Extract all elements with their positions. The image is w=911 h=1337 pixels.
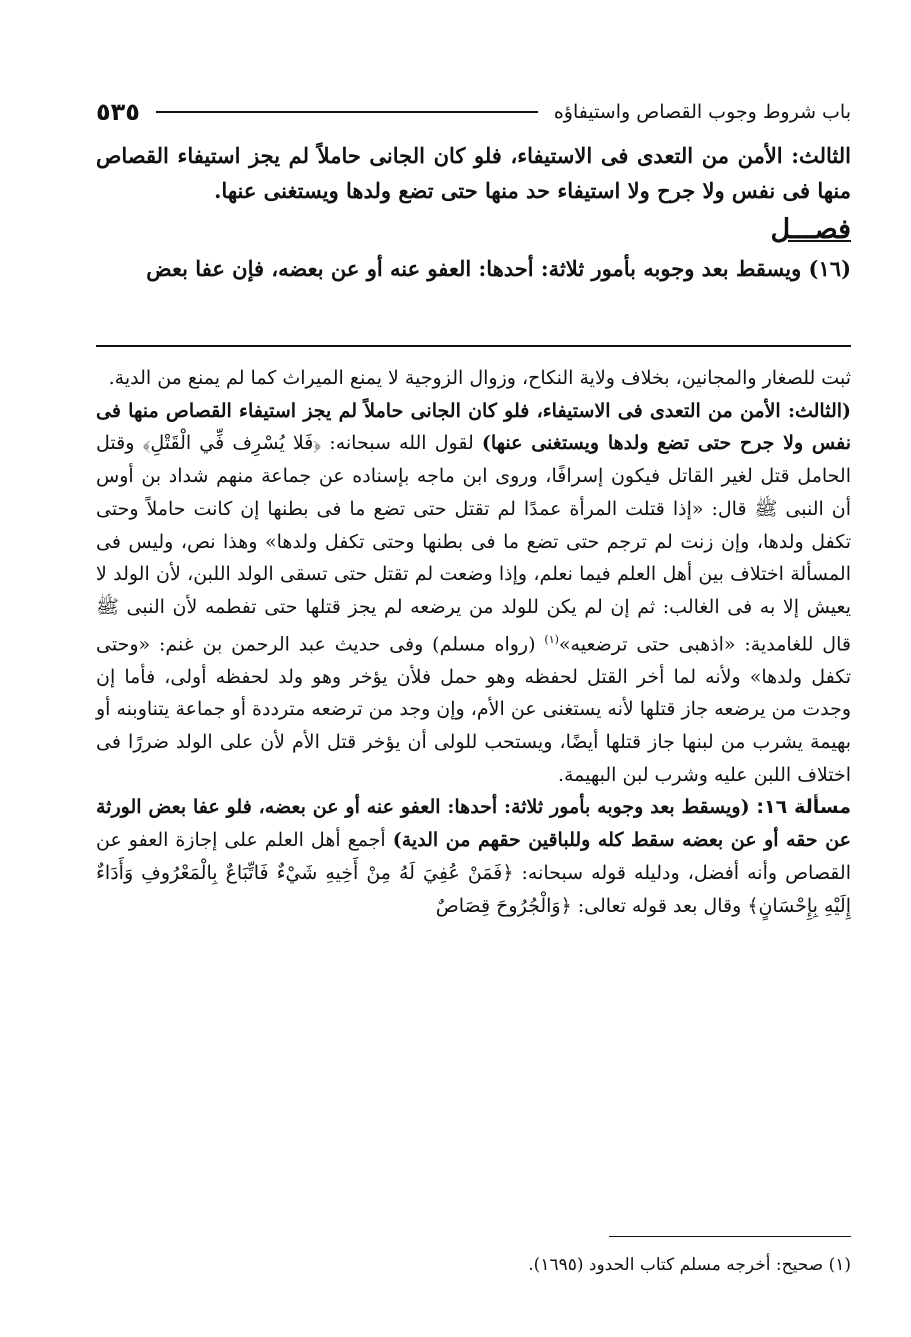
matn-paragraph-1: الثالث: الأمن من التعدى فى الاستيفاء، فلو كان الجانى حاملاً لم يجز استيفاء القصاص منها فى نفس ولا جرح ولا استيفاء حد منها حتى تضع ولدها ويستغنى عنها. (96, 143, 851, 203)
commentary-paragraph-1: ثبت للصغار والمجانين، بخلاف ولاية النكاح، وزوال الزوجية لا يمنع الميراث كما لم يمنع من الدية. (108, 367, 851, 389)
commentary-text (96, 362, 851, 922)
commentary-body-2: أجمع أهل العلم على إجازة العفو عن القصاص وأنه أفضل، ودليله قوله سبحانه: ﴿فَمَنْ عُفِيَ لَهُ مِنْ أَخِيهِ شَيْءٌ فَاتِّبَاعٌ بِالْمَعْرُوفِ وَأَدَاءٌ إِلَيْهِ بِإِحْسَانٍ﴾ وقال بعد قوله تعالى: ﴿وَالْجُرُوحَ قِصَاصٌ (96, 829, 851, 917)
fasl-heading: فصـــل (770, 214, 851, 245)
commentary-body-tail: (رواه مسلم) وفى حديث عبد الرحمن بن غنم: «وحتى تكفل ولدها» ولأنه لما أخر القتل لحفظه وهو حمل فلأن يؤخر وهو ولد لحفظه أولى، فأما إن وجدت من يرضعه جاز قتلها لأنه يستغنى عن الأم، وإن وجد من ترضعه مترددة أو جماعة يتناوبنه أو بهيمة يشرب من لبنها جاز قتلها أيضًا، ويستحب للولى أن يؤخر قتل الأم لأن على الولد ضررًا فى اختلاف اللبن عليه وشرب لبن البهيمة. (96, 632, 851, 786)
matn-divider (96, 345, 851, 347)
page-number: ٥٣٥ (96, 98, 140, 126)
page-header (96, 94, 851, 130)
matn-paragraph-2: (١٦) ويسقط بعد وجوبه بأمور ثلاثة: أحدها: العفو عنه أو عن بعضه، فإن عفا بعض (146, 256, 851, 281)
footnote-text: (١) صحيح: أخرجه مسلم كتاب الحدود (١٦٩٥). (528, 1255, 851, 1275)
commentary-paragraph-3 (96, 791, 851, 922)
section-heading (96, 212, 851, 247)
masala-label: مسألة ١٦: (756, 796, 851, 819)
chapter-title: باب شروط وجوب القصاص واستيفاؤه (553, 101, 851, 123)
quoted-matn: (الثالث: الأمن من التعدى فى الاستيفاء، فلو كان الجانى حاملاً لم يجز استيفاء القصاص منها فى نفس ولا جرح حتى تضع ولدها ويستغنى عنها) (96, 399, 851, 455)
quoted-matn-2: (ويسقط بعد وجوبه بأمور ثلاثة: أحدها: العفو عنه أو عن بعضه، فلو عفا بعض الورثة عن حقه أو عن بعضه سقط كله وللباقين حقهم من الدية) (96, 796, 851, 852)
commentary-paragraph-2 (96, 395, 851, 792)
footnote-divider (609, 1236, 851, 1237)
matn-text (96, 138, 851, 286)
footnote-ref: (١) (544, 632, 559, 646)
footnote (96, 1252, 851, 1278)
header-rule (156, 111, 538, 113)
commentary-body: لقول الله سبحانه: ﴿فَلا يُسْرِف فِّي الْقَتْلِ﴾ وقتل الحامل قتل لغير القاتل فيكون إسرافًا، وروى ابن ماجه بإسناده عن جماعة منهم شداد بن أوس أن النبى ﷺ قال: «إذا قتلت المرأة عمدًا لم تقتل حتى تضع ما فى بطنها إن كانت حاملاً وحتى تكفل ولدها، وإن زنت لم ترجم حتى تضع ما فى بطنها وحتى تكفل ولدها» وهذا نص، وليس فى المسألة اختلاف بين أهل العلم فيما نعلم، وإذا وضعت لم تقتل حتى تسقى الولد اللبن، لأن الولد لا يعيش إلا به فى الغالب: ثم إن لم يكن للولد من يرضعه لم يجز قتلها حتى تفطمه لأن النبى ﷺ قال للغامدية: «اذهبى حتى ترضعيه» (96, 432, 852, 655)
